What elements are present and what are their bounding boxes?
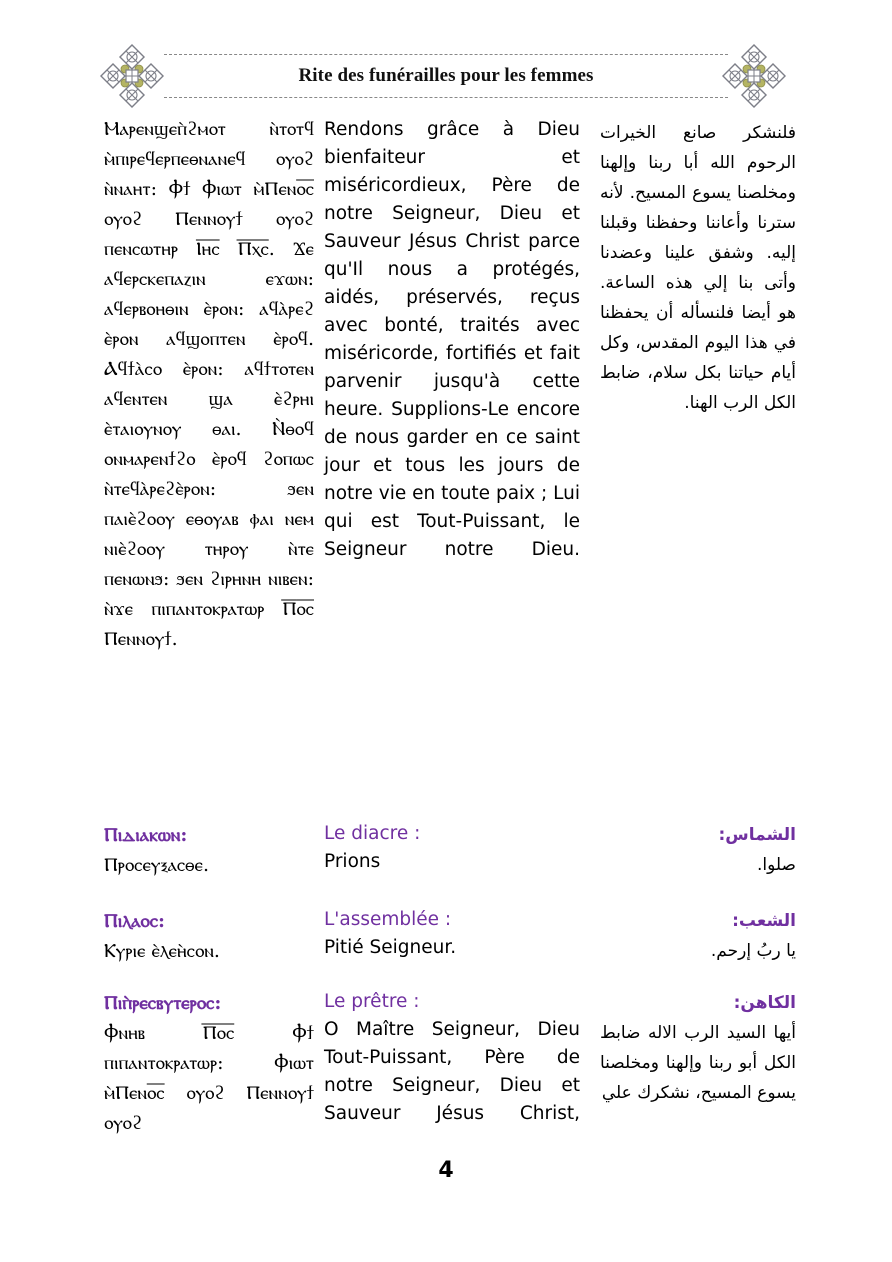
speaker-label-priest-arabic: الكاهن:	[733, 993, 796, 1013]
body-text-priest-french: O Maître Seigneur, Dieu Tout-Puissant, Père de notre Seigneur, Dieu et Sauveur Jésus Christ,	[324, 1019, 580, 1124]
header-rule-top	[164, 54, 728, 55]
block-people-coptic	[104, 906, 314, 966]
speaker-label-people-arabic: الشعب:	[732, 911, 796, 931]
speaker-label-deacon-coptic: Ⲡⲓⲇⲓⲁⲕⲱⲛ:	[104, 824, 188, 846]
body-text-people-french: Pitié Seigneur.	[324, 937, 457, 958]
page-number: 4	[438, 1158, 454, 1183]
block-thanksgiving-french: Rendons grâce à Dieu bienfaiteur et miséricordieux, Père de notre Seigneur, Dieu et Sauveur Jésus Christ parce qu'Il nous a protégés, aidés, préservés, reçus avec bonté, traités avec miséricorde, fortifiés et fait parvenir jusqu'à cette heure. Supplions-Le encore de nous garder en ce saint jour et tous les jours de notre vie en toute paix ; Lui qui est Tout-Puissant, le Seigneur notre Dieu.	[324, 119, 580, 560]
block-deacon-coptic	[104, 820, 314, 880]
body-text-priest-arabic: أيها السيد الرب الاله ضابط الكل أبو ربنا وإلهنا ومخلصنا يسوع المسيح، نشكرك علي	[600, 1023, 796, 1103]
body-text-deacon-arabic: صلوا.	[757, 855, 796, 875]
speaker-label-people-french: L'assemblée :	[324, 909, 452, 930]
body-text-people-arabic: يا ربُ إرحم.	[710, 941, 796, 961]
speaker-label-priest-french: Le prêtre :	[324, 991, 420, 1012]
block-deacon-arabic	[600, 820, 796, 880]
block-priest-arabic	[600, 988, 796, 1108]
speaker-label-deacon-arabic: الشماس:	[718, 825, 796, 845]
body-text-deacon-french: Prions	[324, 851, 381, 872]
block-people-french	[324, 906, 580, 962]
body-text-priest-coptic: Ⲫⲛⲏⲃ Ⲡ̅ⲟ̅ⲥ̅ Ⲫϯ ⲡⲓⲡⲁⲛⲧⲟⲕⲣⲁⲧⲱⲣ: Ⲫⲓⲱⲧ ⲙ̀Ⲡⲉⲛⲟ̅ⲥ̅ ⲟⲩⲟϩ Ⲡⲉⲛⲛⲟⲩϯ ⲟⲩⲟϩ	[104, 1022, 314, 1134]
body-text-deacon-coptic: Ⲡⲣⲟⲥⲉⲩⲝⲁⲥⲑⲉ.	[104, 854, 210, 876]
block-deacon-french	[324, 820, 580, 876]
block-priest-french	[324, 988, 580, 1128]
block-people-arabic	[600, 906, 796, 966]
page-header	[96, 42, 796, 110]
block-priest-coptic	[104, 988, 314, 1138]
speaker-label-people-coptic: Ⲡⲓⲗⲁⲟⲥ:	[104, 910, 166, 932]
body-text-people-coptic: Ⲕⲩⲣⲓⲉ ⲉ̀ⲗⲉⲏ̀ⲥⲟⲛ.	[104, 940, 220, 962]
coptic-cross-ornament-right	[722, 44, 786, 108]
block-thanksgiving-arabic: فلنشكر صانع الخيرات الرحوم الله أبا ربنا وإلهنا ومخلصنا يسوع المسيح. لأنه سترنا وأعاننا وحفظنا وقبلنا إليه. وشفق علينا وعضدنا وأتى بنا إلي هذه الساعة. هو أيضا فلنسأله أن يحفظنا في هذا اليوم المقدس، وكل أيام حياتنا بكل سلام، ضابط الكل الرب الهنا.	[600, 123, 796, 413]
block-thanksgiving-coptic: Ⲙⲁⲣⲉⲛϣⲉⲡ̀ϩⲙⲟⲧ ⲛ̀ⲧⲟⲧϥ ⲙ̀ⲡⲓⲣⲉϥⲉⲣⲡⲉⲑⲛⲁⲛⲉϥ ⲟⲩⲟϩ ⲛ̀ⲛⲁⲏⲧ: Ⲫϯ Ⲫⲓⲱⲧ ⲙ̀Ⲡⲉⲛⲟ̅ⲥ̅ ⲟⲩⲟϩ Ⲡⲉⲛⲛⲟⲩϯ ⲟⲩⲟϩ ⲡⲉⲛⲥⲱⲧⲏⲣ Ⲓ̅ⲏ̅ⲥ̅ Ⲡ̅ⲭ̅ⲥ̅. Ϫⲉ ⲁϥⲉⲣⲥⲕⲉⲡⲁⲍⲓⲛ ⲉϫⲱⲛ: ⲁϥⲉⲣⲃⲟⲏⲑⲓⲛ ⲉ̀ⲣⲟⲛ: ⲁϥⲁ̀ⲣⲉϩ ⲉ̀ⲣⲟⲛ ⲁϥϣⲟⲡⲧⲉⲛ ⲉ̀ⲣⲟϥ. Ⲁϥϯⲁ̀ⲥⲟ ⲉ̀ⲣⲟⲛ: ⲁϥϯⲧⲟⲧⲉⲛ ⲁϥⲉⲛⲧⲉⲛ ϣⲁ ⲉ̀ϩⲣⲏⲓ ⲉ̀ⲧⲁⲓⲟⲩⲛⲟⲩ ⲑⲁⲓ. Ⲛ̀ⲑⲟϥ ⲟⲛⲙⲁⲣⲉⲛϯϩⲟ ⲉ̀ⲣⲟϥ ϩⲟⲡⲱⲥ ⲛ̀ⲧⲉϥⲁ̀ⲣⲉϩⲉ̀ⲣⲟⲛ: ϧⲉⲛ ⲡⲁⲓⲉ̀ϩⲟⲟⲩ ⲉⲑⲟⲩⲁⲃ ⲫⲁⲓ ⲛⲉⲙ ⲛⲓⲉ̀ϩⲟⲟⲩ ⲧⲏⲣⲟⲩ ⲛ̀ⲧⲉ ⲡⲉⲛⲱⲛϧ: ϧⲉⲛ ϩⲓⲣⲏⲛⲏ ⲛⲓⲃⲉⲛ: ⲛ̀ϫⲉ ⲡⲓⲡⲁⲛⲧⲟⲕⲣⲁⲧⲱⲣ Ⲡ̅ⲟ̅ⲥ̅ Ⲡⲉⲛⲛⲟⲩϯ.	[104, 118, 314, 650]
speaker-label-deacon-french: Le diacre :	[324, 823, 421, 844]
page-title: Rite des funérailles pour les femmes	[298, 65, 594, 86]
speaker-label-priest-coptic: Ⲡⲓⲡ̀ⲣⲉⲥⲃⲩⲧⲉⲣⲟⲥ:	[104, 992, 222, 1014]
coptic-cross-ornament-left	[100, 44, 164, 108]
header-rule-bottom	[164, 97, 728, 98]
